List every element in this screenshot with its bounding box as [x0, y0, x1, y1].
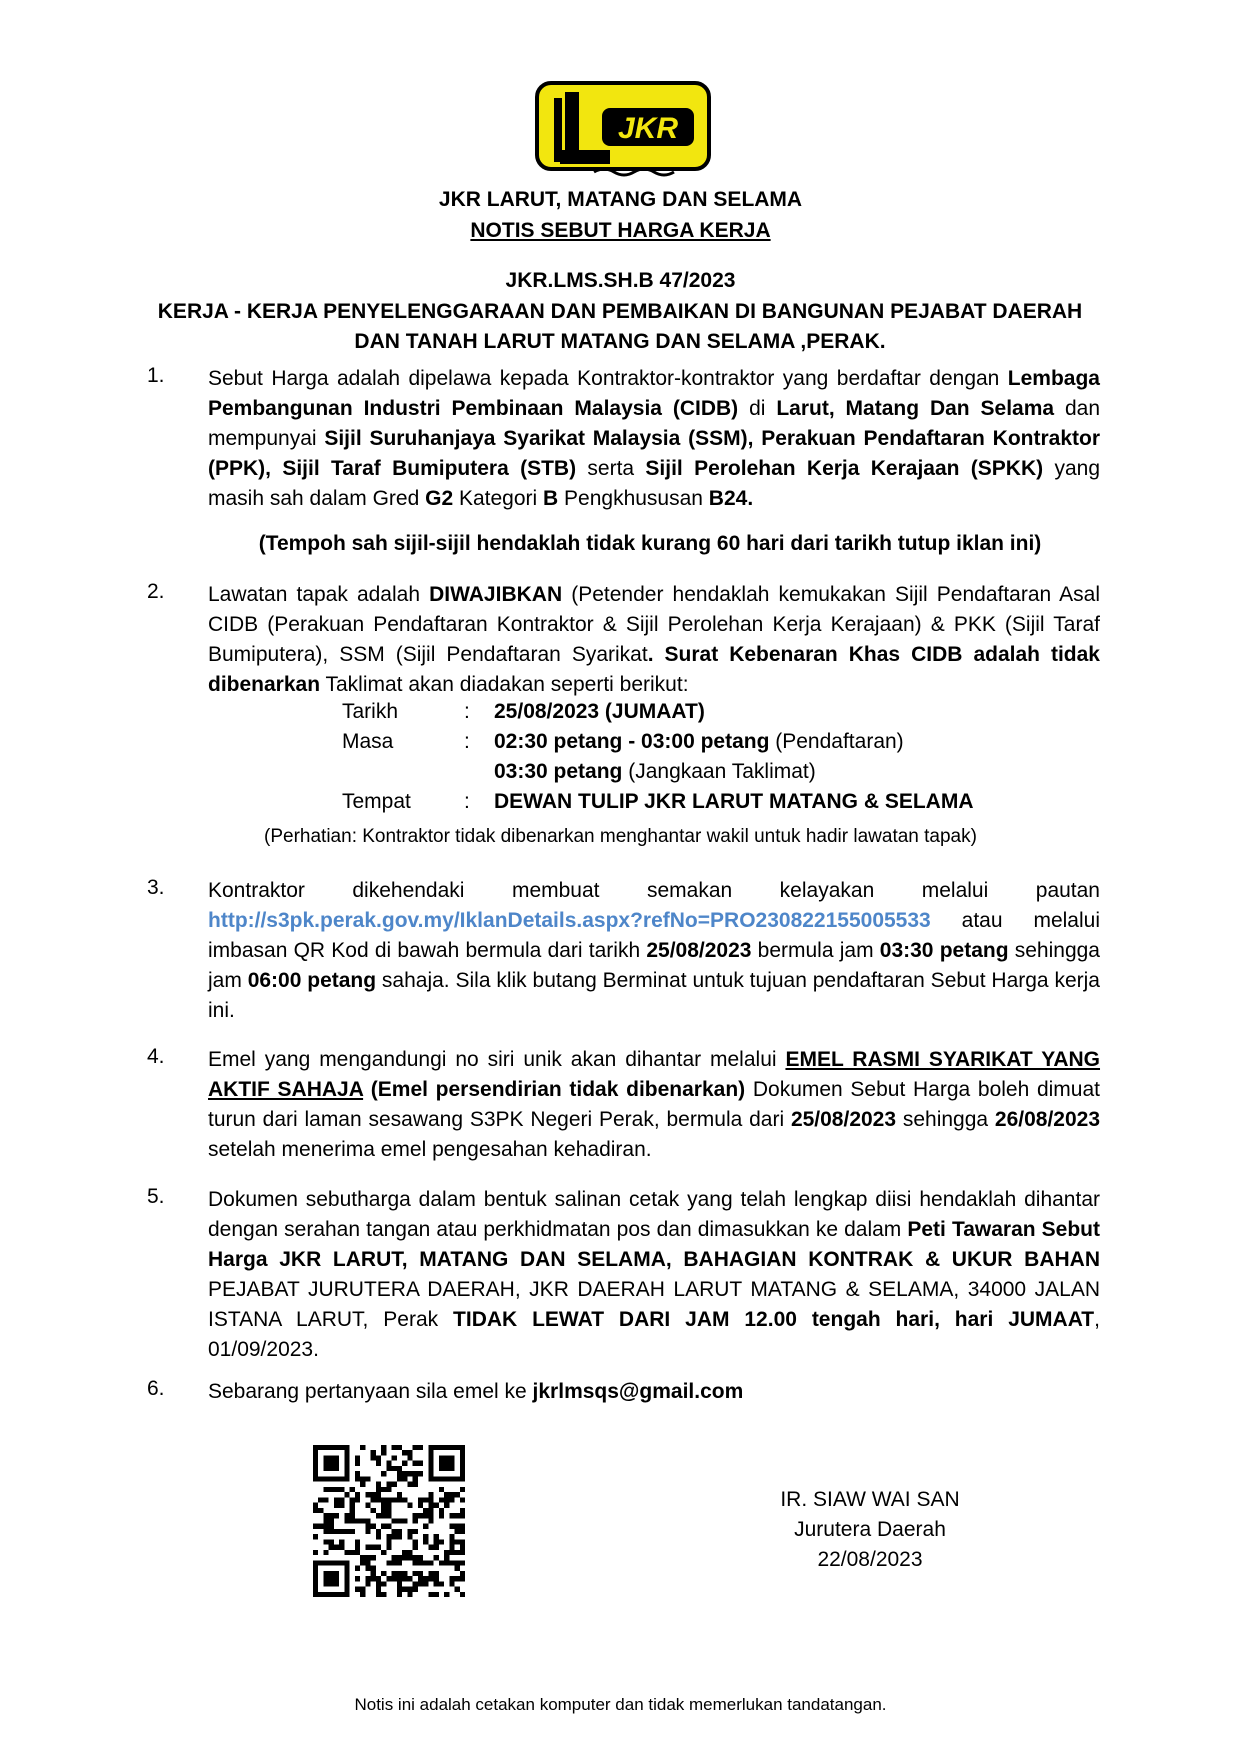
text-run: bermula jam: [751, 939, 880, 962]
notice-title: NOTIS SEBUT HARGA KERJA: [470, 219, 771, 242]
text-run: serta: [576, 457, 646, 480]
briefing-time: 03:30 petang: [494, 760, 623, 783]
validity-note: (Tempoh sah sijil-sijil hendaklah tidak kurang 60 hari dari tarikh tutup iklan ini): [258, 532, 1042, 555]
text-run: Peti Tawaran Sebut Harga JKR LARUT, MATANG DAN SELAMA, BAHAGIAN KONTRAK & UKUR BAHAN: [208, 1218, 1100, 1271]
text-run: atau melalui imbasan QR Kod di bawah bermula dari tarikh: [208, 909, 1100, 962]
text-run: Kategori: [453, 487, 544, 510]
text-run: Pengkhususan: [558, 487, 709, 510]
date-label: Tarikh: [342, 700, 399, 723]
text-run: 06:00 petang: [247, 969, 377, 992]
registration-link[interactable]: http://s3pk.perak.gov.my/IklanDetails.aspx?refNo=PRO230822155005533: [208, 909, 931, 932]
item-text: [208, 1377, 1100, 1407]
text-run: B24.: [708, 487, 754, 510]
text-run: 25/08/2023: [790, 1108, 897, 1131]
signatory-position: Jurutera Daerah: [794, 1518, 946, 1541]
work-title: [120, 297, 1120, 357]
text-run: 03:30 petang: [879, 939, 1009, 962]
text-run: Dokumen sebutharga dalam bentuk salinan cetak yang telah lengkap diisi hendaklah dihantar dengan serahan tangan atau perkhidmatan pos dan dimasukkan ke dalam: [208, 1188, 1100, 1241]
work-title-line-2: DAN TANAH LARUT MATANG DAN SELAMA ,PERAK.: [354, 330, 886, 353]
time-label: Masa: [342, 730, 394, 753]
item-text: [208, 580, 1100, 700]
item-number: 6.: [147, 1377, 165, 1400]
text-run: , 01/09/2023.: [208, 1308, 1100, 1361]
item-text: [208, 876, 1100, 1026]
attention-note: (Perhatian: Kontraktor tidak dibenarkan menghantar wakil untuk hadir lawatan tapak): [264, 826, 977, 847]
text-run: dan mempunyai: [208, 397, 1100, 450]
text-run: Sijil Perolehan Kerja Kerajaan (SPKK): [645, 457, 1044, 480]
text-run: Sebarang pertanyaan sila emel ke: [208, 1380, 533, 1403]
qr-code[interactable]: [313, 1445, 465, 1597]
text-run: B: [543, 487, 559, 510]
date-value: 25/08/2023 (JUMAAT): [494, 700, 705, 723]
text-run: Larut, Matang Dan Selama: [776, 397, 1055, 420]
text-run: Lembaga Pembangunan Industri Pembinaan Malaysia (CIDB): [208, 367, 1100, 420]
text-run: 25/08/2023: [646, 939, 752, 962]
text-run: Sebut Harga adalah dipelawa kepada Kontraktor-kontraktor yang berdaftar dengan: [208, 367, 1008, 390]
work-title-line-1: KERJA - KERJA PENYELENGGARAAN DAN PEMBAIKAN DI BANGUNAN PEJABAT DAERAH: [157, 300, 1083, 323]
reference-number: JKR.LMS.SH.B 47/2023: [505, 269, 736, 292]
item-text: [208, 1185, 1100, 1365]
text-run: (Petender hendaklah kemukakan Sijil Pendaftaran Asal CIDB (Perakuan Pendaftaran Kontraktor & Sijil Perolehan Kerja Kerajaan) & PKK (Sijil Taraf Bumiputera), SSM (Sijil Pendaftaran Syarikat: [208, 583, 1100, 666]
item-number: 3.: [147, 876, 165, 899]
text-run: EMEL RASMI SYARIKAT YANG AKTIF SAHAJA: [208, 1048, 1101, 1101]
item-number: 1.: [147, 364, 165, 387]
registration-time: 02:30 petang - 03:00 petang: [494, 730, 770, 753]
signature-date: 22/08/2023: [817, 1548, 923, 1571]
text-run: . Surat Kebenaran Khas CIDB adalah tidak dibenarkan: [208, 643, 1100, 696]
text-run: Emel yang mengandungi no siri unik akan dihantar melalui: [208, 1048, 786, 1071]
item-number: 2.: [147, 580, 165, 603]
text-run: (Emel persendirian tidak dibenarkan): [363, 1078, 746, 1101]
text-run: Sijil Suruhanjaya Syarikat Malaysia (SSM), Perakuan Pendaftaran Kontraktor (PPK), Sijil Taraf Bumiputera (STB): [208, 427, 1100, 480]
signatory-name: IR. SIAW WAI SAN: [780, 1488, 960, 1511]
text-run: Kontraktor dikehendaki membuat semakan kelayakan melalui pautan: [208, 879, 1100, 902]
item-text: [208, 1045, 1100, 1165]
text-run: DIWAJIBKAN: [429, 583, 563, 606]
text-run: 26/08/2023: [994, 1108, 1100, 1131]
text-run: yang masih sah dalam Gred: [208, 457, 1100, 510]
text-run: di: [738, 397, 777, 420]
item-number: 4.: [147, 1045, 165, 1068]
text-run: PEJABAT JURUTERA DAERAH, JKR DAERAH LARUT MATANG & SELAMA, 34000 JALAN ISTANA LARUT, Perak: [208, 1278, 1100, 1331]
text-run: sehingga jam: [208, 939, 1100, 992]
text-run: G2: [425, 487, 454, 510]
text-run: Dokumen Sebut Harga boleh dimuat turun dari laman sesawang S3PK Negeri Perak, bermula dari: [208, 1078, 1100, 1131]
venue-label: Tempat: [342, 790, 411, 813]
text-run: sehingga: [896, 1108, 995, 1131]
venue-value: DEWAN TULIP JKR LARUT MATANG & SELAMA: [494, 790, 974, 813]
text-run: setelah menerima emel pengesahan kehadiran.: [208, 1138, 652, 1161]
text-run: sahaja. Sila klik butang Berminat untuk tujuan pendaftaran Sebut Harga kerja ini.: [208, 969, 1100, 1022]
jkr-logo: [534, 80, 712, 180]
text-run: jkrlmsqs@gmail.com: [532, 1380, 744, 1403]
text-run: Taklimat akan diadakan seperti berikut:: [320, 673, 689, 696]
footer-note: Notis ini adalah cetakan komputer dan tidak memerlukan tandatangan.: [354, 1695, 887, 1714]
signature-block: [720, 1485, 1020, 1575]
logo-text: JKR: [617, 112, 679, 145]
item-text: [208, 364, 1100, 514]
text-run: TIDAK LEWAT DARI JAM 12.00 tengah hari, hari JUMAAT: [453, 1308, 1095, 1331]
org-name: JKR LARUT, MATANG DAN SELAMA: [438, 188, 803, 211]
text-run: Lawatan tapak adalah: [208, 583, 430, 606]
item-number: 5.: [147, 1185, 165, 1208]
